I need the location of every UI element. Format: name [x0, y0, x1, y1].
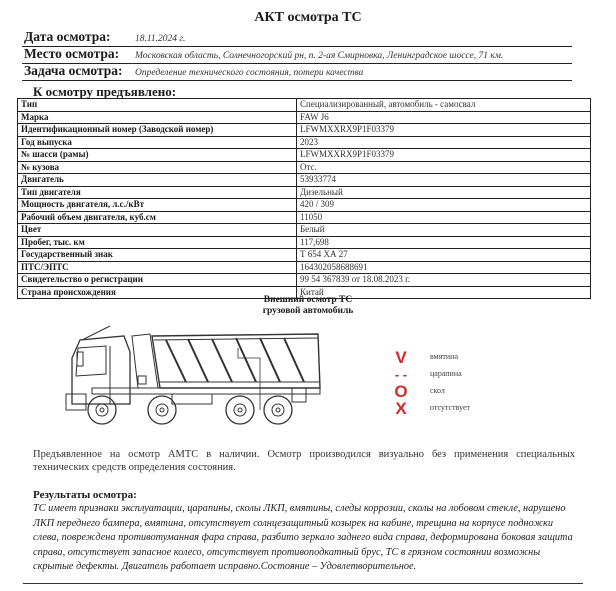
- legend-label: отсутствует: [430, 403, 471, 412]
- chip-symbol-icon: O: [394, 382, 408, 401]
- spec-row: [18, 199, 591, 212]
- spec-key: № кузова: [18, 161, 297, 174]
- info-label: Дата осмотра:: [24, 29, 111, 44]
- spec-key: Свидетельство о регистрации: [18, 274, 297, 287]
- spec-value: Отс.: [297, 161, 591, 174]
- info-label: Место осмотра:: [24, 46, 120, 61]
- spec-value: 164302058688691: [297, 261, 591, 274]
- spec-key: Мощность двигателя, л.с./кВт: [18, 199, 297, 212]
- spec-value: 420 / 309: [297, 199, 591, 212]
- spec-row: [18, 174, 591, 187]
- document-title: АКТ осмотра ТС: [254, 10, 362, 25]
- spec-key: Год выпуска: [18, 136, 297, 149]
- spec-key: Двигатель: [18, 174, 297, 187]
- info-label: Задача осмотра:: [24, 63, 123, 78]
- spec-value: Т 654 ХА 27: [297, 249, 591, 262]
- chassis-frame: [92, 388, 320, 394]
- spec-key: Рабочий объем двигателя, куб.см: [18, 211, 297, 224]
- spec-key: Марка: [18, 111, 297, 124]
- spec-value: LFWMXXRX9P1F03379: [297, 124, 591, 137]
- info-row-task: [22, 64, 572, 81]
- wheels: [88, 396, 292, 424]
- spec-key: Тип двигателя: [18, 186, 297, 199]
- spec-value: Дизельный: [297, 186, 591, 199]
- info-value: 18.11.2024 г.: [135, 34, 186, 44]
- spec-row: [18, 261, 591, 274]
- spec-value: 11050: [297, 211, 591, 224]
- vehicle-spec-table: [17, 98, 591, 299]
- spec-value: Специализированный, автомобиль - самосвал: [297, 99, 591, 112]
- results-heading: Результаты осмотра:: [33, 489, 137, 501]
- results-divider: [23, 583, 583, 584]
- external-inspection-title-line1: Внешний осмотр ТС: [263, 295, 353, 305]
- spec-key: Страна происхождения: [18, 286, 297, 299]
- hydraulic-frame: [132, 334, 158, 388]
- spec-value: 117,698: [297, 236, 591, 249]
- spec-value: 99 54 367839 от 18.08.2023 г.: [297, 274, 591, 287]
- dimension-line: [238, 348, 260, 410]
- front-bumper: [66, 394, 86, 410]
- spec-row: [18, 161, 591, 174]
- external-inspection-title: [0, 295, 616, 317]
- presence-note: Предъявленное на осмотр АМТС в наличии. Осмотр производился визуально без применения специальных технических средств определения состояния.: [33, 449, 575, 473]
- spec-key: № шасси (рамы): [18, 149, 297, 162]
- spec-value: FAW J6: [297, 111, 591, 124]
- dent-symbol-icon: V: [395, 348, 407, 367]
- external-inspection-title-line2: грузовой автомобиль: [262, 306, 354, 316]
- spec-key: Государственный знак: [18, 249, 297, 262]
- spec-value: 53933774: [297, 174, 591, 187]
- spec-key: Тип: [18, 99, 297, 112]
- spec-key: Идентификационный номер (Заводской номер): [18, 124, 297, 137]
- spec-row: [18, 274, 591, 287]
- fuel-tank: [172, 394, 212, 404]
- spec-key: Цвет: [18, 224, 297, 237]
- info-row-place: [22, 47, 572, 64]
- missing-symbol-icon: X: [395, 399, 407, 418]
- spec-key: ПТС/ЭПТС: [18, 261, 297, 274]
- spec-row: [18, 249, 591, 262]
- spec-value: LFWMXXRX9P1F03379: [297, 149, 591, 162]
- spec-row: [18, 124, 591, 137]
- cab-window: [76, 346, 106, 376]
- spec-row: [18, 111, 591, 124]
- presented-heading: К осмотру предъявлено:: [33, 84, 177, 99]
- results-text: ТС имеет признаки эксплуатации, царапины, сколы ЛКП, вмятины, следы коррозии, сколы на лобовом стекле, нарушено ЛКП переднего бампера, вмятина, отсутствует солнцезащитный козырек на кабине, трещина на корпусе подножки слева, повреждена противотуманная фара справа, разбито зеркало заднего вида справа, деформирована боковая защита справа, отсутствует запасное колесо, отсутствует противоподкатный брус, ТС в грязном состоянии возможны скрытые дефекты. Двигатель работает исправно.Состояние – Удовлетворительное.: [33, 503, 573, 572]
- spec-row: [18, 99, 591, 112]
- spec-row: [18, 186, 591, 199]
- spec-row: [18, 224, 591, 237]
- spec-value: Китай: [297, 286, 591, 299]
- cab-step-box: [138, 376, 146, 384]
- spec-value: Белый: [297, 224, 591, 237]
- info-row-date: [22, 30, 572, 47]
- spec-row: [18, 136, 591, 149]
- dump-body-ribs: [166, 338, 304, 382]
- legend-label: вмятина: [430, 352, 458, 361]
- spec-key: Пробег, тыс. км: [18, 236, 297, 249]
- spec-row: [18, 236, 591, 249]
- rear-guard: [292, 388, 306, 402]
- info-value: Московская область, Солнечногорский рн, п. 2-ая Смирновка, Ленинградское шоссе, 71 км.: [135, 51, 504, 61]
- spec-value: 2023: [297, 136, 591, 149]
- legend-label: царапина: [430, 369, 462, 378]
- info-value: Определение технического состояния, потери качества: [135, 68, 364, 78]
- scratch-symbol-icon: - -: [394, 367, 408, 382]
- dump-truck-diagram: [62, 322, 332, 426]
- legend-label: скол: [430, 386, 445, 395]
- spec-row: [18, 211, 591, 224]
- spec-row: [18, 149, 591, 162]
